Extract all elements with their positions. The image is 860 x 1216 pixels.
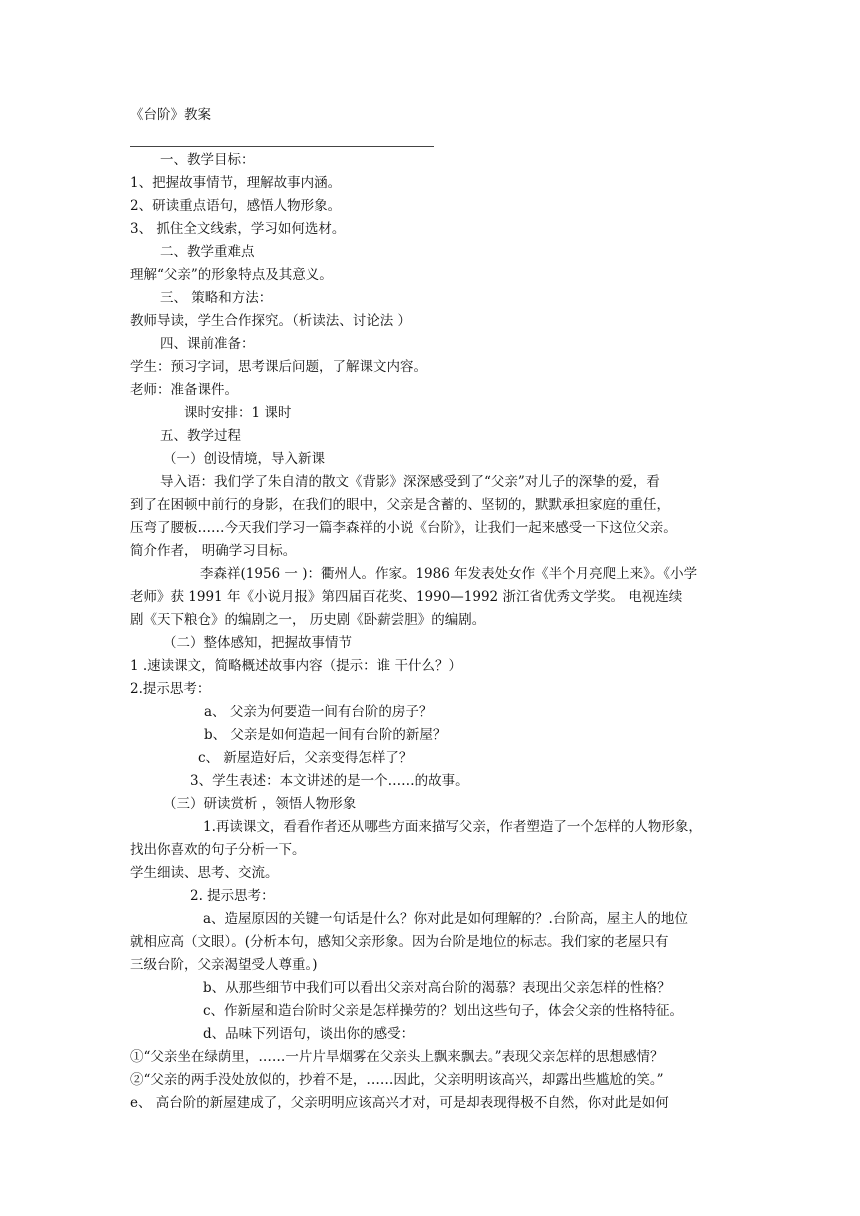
- text-line: 老师：准备课件。: [130, 382, 238, 398]
- paragraph-line: 三级台阶，父亲渴望受人尊重。): [130, 957, 318, 973]
- list-item: d、品味下列语句，谈出你的感受：: [203, 1026, 415, 1042]
- text-line: 课时安排：1 课时: [184, 405, 292, 421]
- subsection-heading: （二）整体感知，把握故事情节: [163, 635, 352, 651]
- section-heading: 二、教学重难点: [160, 244, 255, 260]
- text-line: 1 .速读课文，简略概述故事内容（提示：谁 干什么？）: [130, 658, 462, 674]
- text-line: 理解“父亲”的形象特点及其意义。: [130, 267, 333, 283]
- text-line: 学生细读、思考、交流。: [130, 865, 279, 881]
- paragraph-line: 就相应高（文眼）。(分析本句，感知父亲形象。因为台阶是地位的标志。我们家的老屋只有: [130, 934, 669, 950]
- quote-line: ②“父亲的两手没处放似的，抄着不是，……因此，父亲明明该高兴，却露出些尴尬的笑。”: [130, 1072, 664, 1088]
- text-line: 教师导读，学生合作探究。（析读法、讨论法 ）: [130, 313, 412, 329]
- paragraph-line: a、造屋原因的关键一句话是什么？你对此是如何理解的？.台阶高，屋主人的地位: [203, 911, 688, 927]
- text-line: 学生：预习字词，思考课后问题，了解课文内容。: [130, 359, 427, 375]
- text-line: 2、研读重点语句，感悟人物形象。: [130, 198, 342, 214]
- text-line: 3、 抓住全文线索，学习如何选材。: [130, 221, 346, 237]
- paragraph-line: 找出你喜欢的句子分析一下。: [130, 842, 306, 858]
- text-line: 1、把握故事情节，理解故事内涵。: [130, 175, 342, 191]
- list-item: b、从那些细节中我们可以看出父亲对高台阶的渴慕？表现出父亲怎样的性格？: [203, 980, 671, 996]
- list-item: e、 高台阶的新屋建成了，父亲明明应该高兴才对，可是却表现得极不自然，你对此是如何: [130, 1095, 669, 1111]
- document-title: 《台阶》教案: [130, 107, 211, 123]
- paragraph-line: 到了在困顿中前行的身影，在我们的眼中，父亲是含蓄的、坚韧的，默默承担家庭的重任，: [130, 497, 670, 513]
- list-item: a、 父亲为何要造一间有台阶的房子？: [204, 704, 433, 720]
- text-line: 2. 提示思考：: [190, 888, 275, 904]
- subsection-heading: （一）创设情境，导入新课: [163, 451, 325, 467]
- paragraph-line: 1.再读课文，看看作者还从哪些方面来描写父亲，作者塑造了一个怎样的人物形象，: [203, 819, 702, 835]
- title-underline: [130, 146, 434, 147]
- paragraph-line: 李森祥(1956 一 )：衢州人。作家。1986 年发表处女作《半个月亮爬上来》。《小学: [200, 566, 698, 582]
- paragraph-line: 老师》获 1991 年《小说月报》第四届百花奖、1990—1992 浙江省优秀文学奖。 电视连续: [130, 589, 683, 605]
- text-line: 3、学生表述：本文讲述的是一个……的故事。: [190, 773, 469, 789]
- section-heading: 四、课前准备：: [160, 336, 255, 352]
- section-heading: 一、教学目标：: [160, 152, 255, 168]
- text-line: 2.提示思考：: [130, 681, 211, 697]
- paragraph-line: 压弯了腰板……今天我们学习一篇李森祥的小说《台阶》，让我们一起来感受一下这位父亲。: [130, 520, 677, 536]
- list-item: b、 父亲是如何造起一间有台阶的新屋？: [204, 727, 447, 743]
- list-item: c、 新屋造好后，父亲变得怎样了？: [198, 750, 413, 766]
- list-item: c、作新屋和造台阶时父亲是怎样操劳的？划出这些句子，体会父亲的性格特征。: [203, 1003, 684, 1019]
- paragraph-line: 简介作者， 明确学习目标。: [130, 543, 297, 559]
- quote-line: ①“父亲坐在绿荫里，……一片片旱烟雾在父亲头上飘来飘去。”表现父亲怎样的思想感情？: [130, 1049, 664, 1065]
- paragraph-line: 导入语：我们学了朱自清的散文《背影》深深感受到了“父亲”对儿子的深挚的爱，看: [160, 474, 660, 490]
- subsection-heading: （三）研读赏析 ，领悟人物形象: [163, 796, 357, 812]
- section-heading: 三、 策略和方法：: [160, 290, 273, 306]
- paragraph-line: 剧《天下粮仓》的编剧之一， 历史剧《卧薪尝胆》的编剧。: [130, 612, 486, 628]
- section-heading: 五、教学过程: [160, 428, 241, 444]
